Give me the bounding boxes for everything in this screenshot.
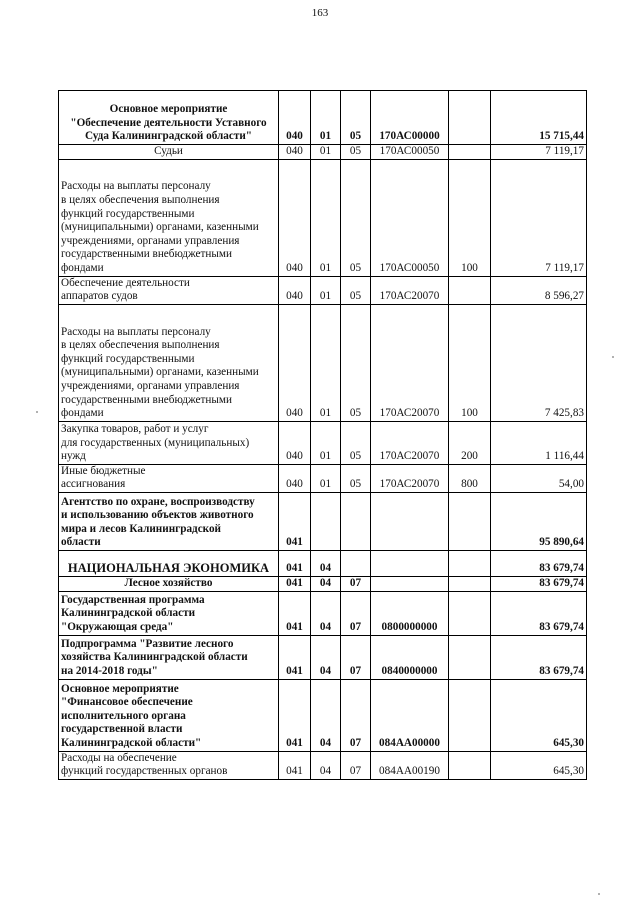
- subsection-code: 05: [341, 304, 371, 421]
- expense-type-code: [449, 679, 491, 751]
- ministry-code: 041: [279, 492, 311, 550]
- target-code: 084АА00190: [371, 751, 449, 779]
- row-name: Расходы на выплаты персоналу в целях обеспечения выполнения функций государственными (муниципальными) органами, казенными учреждениями, органами управления государственными внебюджетными фондами: [59, 159, 279, 276]
- row-name: Судьи: [59, 145, 279, 160]
- target-code: [371, 576, 449, 591]
- target-code: 170АС20070: [371, 464, 449, 492]
- target-code: [371, 492, 449, 550]
- row-name: Основное мероприятие "Обеспечение деятельности Уставного Суда Калининградской области": [59, 91, 279, 145]
- section-code: 04: [311, 679, 341, 751]
- expense-type-code: [449, 550, 491, 576]
- target-code: 170АС20070: [371, 304, 449, 421]
- amount: 7 119,17: [491, 159, 587, 276]
- row-name: Закупка товаров, работ и услуг для государственных (муниципальных) нужд: [59, 421, 279, 464]
- amount: 7 425,83: [491, 304, 587, 421]
- target-code: 170АС20070: [371, 421, 449, 464]
- subsection-code: 05: [341, 159, 371, 276]
- ministry-code: 041: [279, 679, 311, 751]
- row-name: Расходы на выплаты персоналу в целях обеспечения выполнения функций государственными (муниципальными) органами, казенными учреждениями, органами управления государственными внебюджетными фондами: [59, 304, 279, 421]
- table-row: [59, 464, 587, 492]
- section-code: 04: [311, 635, 341, 679]
- ministry-code: 041: [279, 635, 311, 679]
- section-code: 01: [311, 91, 341, 145]
- target-code: 170АС20070: [371, 276, 449, 304]
- target-code: 170АС00000: [371, 91, 449, 145]
- subsection-code: [341, 550, 371, 576]
- amount: 54,00: [491, 464, 587, 492]
- expense-type-code: 100: [449, 159, 491, 276]
- section-code: 01: [311, 159, 341, 276]
- ministry-code: 040: [279, 145, 311, 160]
- target-code: 0800000000: [371, 591, 449, 635]
- ministry-code: 040: [279, 159, 311, 276]
- table-row: [59, 492, 587, 550]
- target-code: 0840000000: [371, 635, 449, 679]
- expense-type-code: [449, 276, 491, 304]
- row-name: Подпрограмма "Развитие лесного хозяйства Калининградской области на 2014-2018 годы": [59, 635, 279, 679]
- amount: 1 116,44: [491, 421, 587, 464]
- amount: 83 679,74: [491, 550, 587, 576]
- table-row: [59, 751, 587, 779]
- row-name: НАЦИОНАЛЬНАЯ ЭКОНОМИКА: [59, 550, 279, 576]
- subsection-code: 07: [341, 576, 371, 591]
- scan-speck: [36, 411, 38, 413]
- amount: 83 679,74: [491, 591, 587, 635]
- table-row: [59, 91, 587, 145]
- table-row: [59, 591, 587, 635]
- subsection-code: 05: [341, 421, 371, 464]
- section-code: 04: [311, 576, 341, 591]
- scan-speck: [612, 356, 614, 358]
- target-code: 170АС00050: [371, 145, 449, 160]
- table-row: [59, 576, 587, 591]
- expense-type-code: 800: [449, 464, 491, 492]
- row-name: Лесное хозяйство: [59, 576, 279, 591]
- row-name: Иные бюджетные ассигнования: [59, 464, 279, 492]
- scan-speck: [598, 893, 600, 895]
- expense-type-code: [449, 576, 491, 591]
- amount: 7 119,17: [491, 145, 587, 160]
- target-code: 084АА00000: [371, 679, 449, 751]
- ministry-code: 040: [279, 421, 311, 464]
- table-row: [59, 550, 587, 576]
- expense-type-code: 200: [449, 421, 491, 464]
- expense-type-code: [449, 492, 491, 550]
- subsection-code: [341, 492, 371, 550]
- table-row: [59, 145, 587, 160]
- section-code: [311, 492, 341, 550]
- page-number: 163: [311, 7, 329, 19]
- table-row: [59, 304, 587, 421]
- expense-type-code: [449, 635, 491, 679]
- subsection-code: 07: [341, 679, 371, 751]
- subsection-code: 05: [341, 276, 371, 304]
- section-code: 01: [311, 304, 341, 421]
- amount: 645,30: [491, 679, 587, 751]
- amount: 95 890,64: [491, 492, 587, 550]
- ministry-code: 041: [279, 550, 311, 576]
- section-code: 04: [311, 550, 341, 576]
- ministry-code: 041: [279, 591, 311, 635]
- expense-type-code: [449, 591, 491, 635]
- table-row: [59, 635, 587, 679]
- ministry-code: 040: [279, 276, 311, 304]
- table-row: [59, 276, 587, 304]
- expense-type-code: 100: [449, 304, 491, 421]
- row-name: Агентство по охране, воспроизводству и использованию объектов животного мира и лесов Калининградской области: [59, 492, 279, 550]
- row-name: Основное мероприятие "Финансовое обеспечение исполнительного органа государственной власти Калининградской области": [59, 679, 279, 751]
- subsection-code: 07: [341, 591, 371, 635]
- amount: 15 715,44: [491, 91, 587, 145]
- ministry-code: 040: [279, 91, 311, 145]
- target-code: [371, 550, 449, 576]
- amount: 8 596,27: [491, 276, 587, 304]
- subsection-code: 07: [341, 751, 371, 779]
- expense-type-code: [449, 91, 491, 145]
- expense-type-code: [449, 751, 491, 779]
- table-row: [59, 421, 587, 464]
- subsection-code: 05: [341, 464, 371, 492]
- subsection-code: 05: [341, 145, 371, 160]
- expense-type-code: [449, 145, 491, 160]
- section-code: 01: [311, 276, 341, 304]
- subsection-code: 05: [341, 91, 371, 145]
- amount: 83 679,74: [491, 576, 587, 591]
- subsection-code: 07: [341, 635, 371, 679]
- amount: 645,30: [491, 751, 587, 779]
- ministry-code: 040: [279, 464, 311, 492]
- row-name: Расходы на обеспечение функций государственных органов: [59, 751, 279, 779]
- budget-table: [58, 90, 587, 780]
- ministry-code: 041: [279, 751, 311, 779]
- section-code: 01: [311, 421, 341, 464]
- target-code: 170АС00050: [371, 159, 449, 276]
- section-code: 04: [311, 751, 341, 779]
- table-row: [59, 679, 587, 751]
- section-code: 01: [311, 464, 341, 492]
- amount: 83 679,74: [491, 635, 587, 679]
- ministry-code: 040: [279, 304, 311, 421]
- table-row: [59, 159, 587, 276]
- row-name: Обеспечение деятельности аппаратов судов: [59, 276, 279, 304]
- section-code: 01: [311, 145, 341, 160]
- ministry-code: 041: [279, 576, 311, 591]
- section-code: 04: [311, 591, 341, 635]
- row-name: Государственная программа Калининградской области "Окружающая среда": [59, 591, 279, 635]
